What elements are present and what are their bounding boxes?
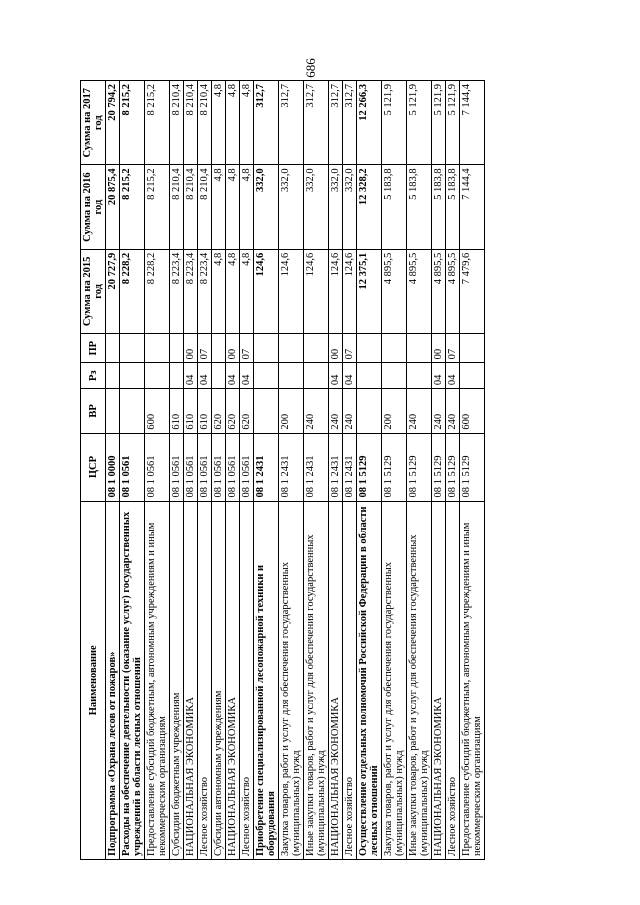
cell-vr: 610 bbox=[170, 389, 184, 434]
cell-pr: 00 bbox=[226, 334, 240, 363]
table-row bbox=[343, 81, 357, 860]
cell-csr: 08 1 5129 bbox=[407, 433, 432, 501]
cell-sum-2015: 124,6 bbox=[329, 249, 343, 333]
cell-csr: 08 1 2431 bbox=[329, 433, 343, 501]
cell-name: Иные закупки товаров, работ и услуг для обеспечения государственных (муниципальных) нужд bbox=[304, 501, 329, 859]
cell-pr bbox=[382, 334, 407, 363]
cell-sum-2017: 312,7 bbox=[329, 81, 343, 165]
cell-sum-2015: 4,8 bbox=[212, 249, 226, 333]
cell-sum-2015: 4,8 bbox=[226, 249, 240, 333]
cell-sum-2017: 312,7 bbox=[343, 81, 357, 165]
cell-name: Лесное хозяйство bbox=[240, 501, 254, 859]
cell-sum-2017: 20 794,2 bbox=[106, 81, 120, 165]
cell-pr bbox=[357, 334, 382, 363]
cell-name: Лесное хозяйство bbox=[198, 501, 212, 859]
cell-sum-2016: 332,0 bbox=[304, 165, 329, 249]
cell-sum-2015: 8 228,2 bbox=[145, 249, 170, 333]
cell-sum-2016: 8 210,4 bbox=[184, 165, 198, 249]
header-pr: ПР bbox=[81, 334, 106, 363]
cell-rz: 04 bbox=[432, 363, 446, 389]
cell-sum-2017: 8 210,4 bbox=[184, 81, 198, 165]
table-row bbox=[145, 81, 170, 860]
cell-sum-2015: 124,6 bbox=[279, 249, 304, 333]
cell-sum-2017: 7 144,4 bbox=[460, 81, 485, 165]
cell-vr: 600 bbox=[460, 389, 485, 434]
header-sum-2016: Сумма на 2016 год bbox=[81, 165, 106, 249]
cell-name: Расходы на обеспечение деятельности (оказание услуг) государственных учреждений в области лесных отношений bbox=[120, 501, 145, 859]
cell-csr: 08 1 0561 bbox=[145, 433, 170, 501]
cell-sum-2016: 332,0 bbox=[329, 165, 343, 249]
table-row bbox=[184, 81, 198, 860]
table-row bbox=[357, 81, 382, 860]
cell-vr: 200 bbox=[279, 389, 304, 434]
cell-rz bbox=[145, 363, 170, 389]
cell-rz bbox=[106, 363, 120, 389]
cell-pr: 07 bbox=[240, 334, 254, 363]
cell-sum-2017: 5 121,9 bbox=[446, 81, 460, 165]
cell-csr: 08 1 0561 bbox=[184, 433, 198, 501]
cell-name: Лесное хозяйство bbox=[343, 501, 357, 859]
cell-vr: 610 bbox=[184, 389, 198, 434]
header-vr: ВР bbox=[81, 389, 106, 434]
header-sum-2015: Сумма на 2015 год bbox=[81, 249, 106, 333]
cell-rz bbox=[212, 363, 226, 389]
cell-rz bbox=[407, 363, 432, 389]
cell-sum-2015: 8 223,4 bbox=[184, 249, 198, 333]
cell-rz bbox=[279, 363, 304, 389]
cell-csr: 08 1 5129 bbox=[432, 433, 446, 501]
cell-pr bbox=[304, 334, 329, 363]
header-csr: ЦСР bbox=[81, 433, 106, 501]
cell-sum-2015: 124,6 bbox=[304, 249, 329, 333]
cell-vr: 240 bbox=[304, 389, 329, 434]
cell-pr bbox=[460, 334, 485, 363]
table-row bbox=[170, 81, 184, 860]
cell-pr bbox=[407, 334, 432, 363]
cell-vr bbox=[120, 389, 145, 434]
cell-sum-2017: 5 121,9 bbox=[382, 81, 407, 165]
cell-sum-2015: 4 895,5 bbox=[407, 249, 432, 333]
cell-sum-2016: 5 183,8 bbox=[432, 165, 446, 249]
cell-sum-2016: 4,8 bbox=[226, 165, 240, 249]
cell-rz bbox=[357, 363, 382, 389]
table-row bbox=[432, 81, 446, 860]
table-row bbox=[407, 81, 432, 860]
cell-vr bbox=[106, 389, 120, 434]
cell-sum-2017: 12 266,3 bbox=[357, 81, 382, 165]
cell-sum-2015: 4,8 bbox=[240, 249, 254, 333]
cell-csr: 08 1 5129 bbox=[357, 433, 382, 501]
cell-sum-2016: 8 215,2 bbox=[120, 165, 145, 249]
cell-sum-2016: 8 210,4 bbox=[198, 165, 212, 249]
cell-sum-2015: 4 895,5 bbox=[382, 249, 407, 333]
cell-sum-2015: 7 479,6 bbox=[460, 249, 485, 333]
cell-name: НАЦИОНАЛЬНАЯ ЭКОНОМИКА bbox=[329, 501, 343, 859]
cell-pr: 07 bbox=[343, 334, 357, 363]
table-row bbox=[279, 81, 304, 860]
cell-pr: 00 bbox=[432, 334, 446, 363]
cell-name: Подпрограмма «Охрана лесов от пожаров» bbox=[106, 501, 120, 859]
cell-rz: 04 bbox=[446, 363, 460, 389]
cell-pr bbox=[106, 334, 120, 363]
cell-rz bbox=[382, 363, 407, 389]
rotated-table-container bbox=[80, 80, 560, 860]
header-row bbox=[81, 81, 106, 860]
cell-sum-2016: 5 183,8 bbox=[446, 165, 460, 249]
cell-sum-2015: 4 895,5 bbox=[446, 249, 460, 333]
table-row bbox=[212, 81, 226, 860]
table-row bbox=[198, 81, 212, 860]
header-rz: Рз bbox=[81, 363, 106, 389]
table-row bbox=[382, 81, 407, 860]
cell-vr: 240 bbox=[343, 389, 357, 434]
cell-vr: 620 bbox=[240, 389, 254, 434]
cell-sum-2017: 8 210,4 bbox=[170, 81, 184, 165]
cell-rz bbox=[304, 363, 329, 389]
cell-sum-2016: 12 328,2 bbox=[357, 165, 382, 249]
table-row bbox=[460, 81, 485, 860]
cell-vr: 240 bbox=[407, 389, 432, 434]
cell-sum-2017: 5 121,9 bbox=[432, 81, 446, 165]
cell-vr: 240 bbox=[329, 389, 343, 434]
cell-rz bbox=[254, 363, 279, 389]
cell-pr: 00 bbox=[184, 334, 198, 363]
header-name: Наименование bbox=[81, 501, 106, 859]
cell-vr bbox=[357, 389, 382, 434]
table-row bbox=[329, 81, 343, 860]
cell-sum-2016: 332,0 bbox=[254, 165, 279, 249]
cell-sum-2016: 4,8 bbox=[212, 165, 226, 249]
cell-sum-2017: 5 121,9 bbox=[407, 81, 432, 165]
cell-name: НАЦИОНАЛЬНАЯ ЭКОНОМИКА bbox=[226, 501, 240, 859]
table-header bbox=[81, 81, 106, 860]
table-body bbox=[106, 81, 485, 860]
cell-sum-2015: 4 895,5 bbox=[432, 249, 446, 333]
cell-pr bbox=[145, 334, 170, 363]
cell-rz: 04 bbox=[343, 363, 357, 389]
cell-sum-2015: 8 228,2 bbox=[120, 249, 145, 333]
table-row bbox=[254, 81, 279, 860]
cell-rz: 04 bbox=[226, 363, 240, 389]
cell-rz: 04 bbox=[329, 363, 343, 389]
cell-sum-2015: 124,6 bbox=[343, 249, 357, 333]
cell-sum-2017: 312,7 bbox=[254, 81, 279, 165]
cell-sum-2016: 8 210,4 bbox=[170, 165, 184, 249]
cell-pr bbox=[279, 334, 304, 363]
cell-csr: 08 1 2431 bbox=[304, 433, 329, 501]
cell-pr bbox=[120, 334, 145, 363]
cell-name: Закупка товаров, работ и услуг для обеспечения государственных (муниципальных) нужд bbox=[279, 501, 304, 859]
cell-rz bbox=[170, 363, 184, 389]
cell-sum-2017: 312,7 bbox=[279, 81, 304, 165]
cell-csr: 08 1 2431 bbox=[343, 433, 357, 501]
cell-vr: 600 bbox=[145, 389, 170, 434]
table-row bbox=[226, 81, 240, 860]
table-row bbox=[120, 81, 145, 860]
cell-sum-2017: 4,8 bbox=[212, 81, 226, 165]
header-sum-2017: Сумма на 2017 год bbox=[81, 81, 106, 165]
cell-pr bbox=[170, 334, 184, 363]
cell-vr: 240 bbox=[446, 389, 460, 434]
cell-sum-2015: 8 223,4 bbox=[170, 249, 184, 333]
cell-sum-2016: 5 183,8 bbox=[407, 165, 432, 249]
cell-name: Осуществление отдельных полномочий Российской Федерации в области лесных отношений bbox=[357, 501, 382, 859]
cell-name: Предоставление субсидий бюджетным, автономным учреждениям и иным некоммерческим организациям bbox=[460, 501, 485, 859]
cell-vr: 620 bbox=[212, 389, 226, 434]
cell-sum-2017: 8 210,4 bbox=[198, 81, 212, 165]
cell-csr: 08 1 2431 bbox=[279, 433, 304, 501]
cell-csr: 08 1 0000 bbox=[106, 433, 120, 501]
cell-rz: 04 bbox=[240, 363, 254, 389]
cell-csr: 08 1 0561 bbox=[240, 433, 254, 501]
cell-sum-2016: 4,8 bbox=[240, 165, 254, 249]
cell-sum-2017: 8 215,2 bbox=[145, 81, 170, 165]
cell-name: Лесное хозяйство bbox=[446, 501, 460, 859]
cell-pr bbox=[254, 334, 279, 363]
cell-pr: 07 bbox=[198, 334, 212, 363]
cell-name: Приобретение специализированной лесопожарной техники и оборудования bbox=[254, 501, 279, 859]
cell-sum-2016: 8 215,2 bbox=[145, 165, 170, 249]
cell-vr: 240 bbox=[432, 389, 446, 434]
cell-csr: 08 1 2431 bbox=[254, 433, 279, 501]
cell-csr: 08 1 0561 bbox=[226, 433, 240, 501]
cell-csr: 08 1 0561 bbox=[212, 433, 226, 501]
cell-pr: 00 bbox=[329, 334, 343, 363]
cell-csr: 08 1 0561 bbox=[198, 433, 212, 501]
cell-vr bbox=[254, 389, 279, 434]
cell-vr: 610 bbox=[198, 389, 212, 434]
cell-csr: 08 1 0561 bbox=[120, 433, 145, 501]
cell-name: Субсидии бюджетным учреждениям bbox=[170, 501, 184, 859]
cell-sum-2017: 8 215,2 bbox=[120, 81, 145, 165]
cell-sum-2016: 20 875,4 bbox=[106, 165, 120, 249]
cell-sum-2016: 332,0 bbox=[279, 165, 304, 249]
cell-sum-2017: 4,8 bbox=[240, 81, 254, 165]
cell-rz bbox=[120, 363, 145, 389]
cell-rz bbox=[460, 363, 485, 389]
cell-csr: 08 1 5129 bbox=[382, 433, 407, 501]
page-number: 686 bbox=[303, 58, 318, 78]
cell-sum-2015: 12 375,1 bbox=[357, 249, 382, 333]
cell-sum-2016: 332,0 bbox=[343, 165, 357, 249]
cell-sum-2016: 7 144,4 bbox=[460, 165, 485, 249]
cell-csr: 08 1 5129 bbox=[446, 433, 460, 501]
cell-sum-2015: 8 223,4 bbox=[198, 249, 212, 333]
budget-table bbox=[80, 80, 485, 860]
cell-name: Иные закупки товаров, работ и услуг для обеспечения государственных (муниципальных) нужд bbox=[407, 501, 432, 859]
cell-csr: 08 1 5129 bbox=[460, 433, 485, 501]
cell-sum-2017: 312,7 bbox=[304, 81, 329, 165]
cell-vr: 620 bbox=[226, 389, 240, 434]
cell-pr bbox=[212, 334, 226, 363]
table-row bbox=[240, 81, 254, 860]
cell-name: НАЦИОНАЛЬНАЯ ЭКОНОМИКА bbox=[432, 501, 446, 859]
cell-name: Закупка товаров, работ и услуг для обеспечения государственных (муниципальных) нужд bbox=[382, 501, 407, 859]
cell-rz: 04 bbox=[198, 363, 212, 389]
cell-csr: 08 1 0561 bbox=[170, 433, 184, 501]
cell-sum-2015: 20 727,9 bbox=[106, 249, 120, 333]
cell-sum-2016: 5 183,8 bbox=[382, 165, 407, 249]
cell-vr: 200 bbox=[382, 389, 407, 434]
cell-pr: 07 bbox=[446, 334, 460, 363]
cell-rz: 04 bbox=[184, 363, 198, 389]
cell-sum-2015: 124,6 bbox=[254, 249, 279, 333]
cell-sum-2017: 4,8 bbox=[226, 81, 240, 165]
table-row bbox=[106, 81, 120, 860]
cell-name: Предоставление субсидий бюджетным, автономным учреждениям и иным некоммерческим организациям bbox=[145, 501, 170, 859]
cell-name: НАЦИОНАЛЬНАЯ ЭКОНОМИКА bbox=[184, 501, 198, 859]
table-row bbox=[304, 81, 329, 860]
cell-name: Субсидии автономным учреждениям bbox=[212, 501, 226, 859]
table-row bbox=[446, 81, 460, 860]
